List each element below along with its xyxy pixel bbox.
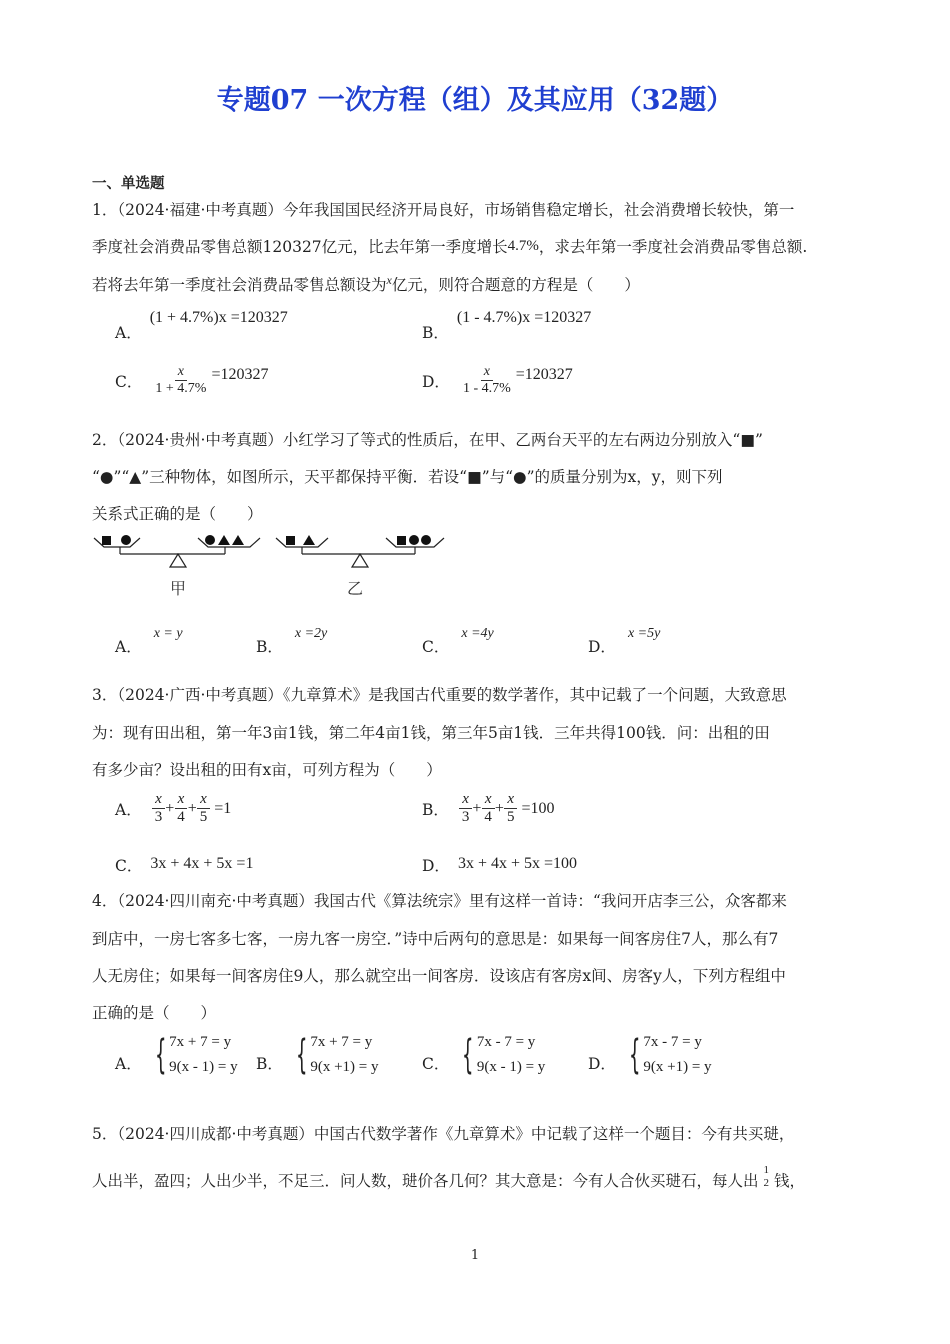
circle-icon [205, 535, 215, 545]
q5-line2: 人出半，盈四；人出少半，不足三．问人数，琎价各几何？其大意是：今有人合伙买琎石，每人出 1 2 钱， [92, 1164, 806, 1191]
circle-icon [409, 535, 419, 545]
triangle-icon [232, 535, 244, 545]
q3-option-d[interactable]: D． 3x + 4x + 5x =100 [422, 855, 578, 875]
q2-option-b[interactable]: B．x =2y [256, 626, 328, 656]
q3-option-c[interactable]: C． 3x + 4x + 5x =1 [115, 855, 254, 875]
q4-line1: 4．（2024·四川南充·中考真题）我国古代《算法统宗》里有这样一首诗：“我问开店李三公，众客都来 [92, 892, 787, 910]
page-title: 专题07 一次方程（组）及其应用（32题） [216, 85, 734, 116]
q2-option-c[interactable]: C．x =4y [422, 626, 494, 656]
scale-yi-label: 乙 [346, 579, 364, 598]
q1-option-a[interactable]: A．(1 + 4.7%)x =120327 [115, 309, 288, 342]
square-icon [397, 536, 406, 545]
circle-icon [121, 535, 131, 545]
scale-yi [276, 535, 444, 598]
q1-line2: 季度社会消费品零售总额120327亿元，比去年第一季度增长4.7%，求去年第一季度社会消费品零售总额. [92, 238, 808, 256]
square-icon [102, 536, 111, 545]
q4-line4: 正确的是（ ） [92, 1004, 217, 1022]
q4-option-b[interactable]: B． { 7x + 7 = y 9(x +1) = y [256, 1032, 379, 1078]
balance-scales-figure [90, 528, 450, 603]
q2-line3: 关系式正确的是（ ） [92, 505, 263, 523]
scale-jia-label: 甲 [169, 579, 187, 598]
scale-jia [94, 535, 260, 598]
triangle-icon [218, 535, 230, 545]
section-heading: 一、单选题 [92, 175, 165, 192]
q4-line2: 到店中，一房七客多七客，一房九客一房空．”诗中后两句的意思是：如果每一间客房住7人，那么有7 [92, 930, 779, 948]
q1-line1: 1．（2024·福建·中考真题）今年我国国民经济开局良好，市场销售稳定增长，社会消费增长较快，第一 [92, 201, 795, 219]
q1-line3: 若将去年第一季度社会消费品零售总额设为$^x$亿元，则符合题意的方程是（ ） [92, 273, 640, 294]
q3-line1: 3．（2024·广西·中考真题）《九章算术》是我国古代重要的数学著作，其中记载了一个问题，大致意思 [92, 686, 787, 704]
q2-line1: 2．（2024·贵州·中考真题）小红学习了等式的性质后，在甲、乙两台天平的左右两边分别放入“■” [92, 431, 763, 449]
q4-option-d[interactable]: D． { 7x - 7 = y 9(x +1) = y [588, 1032, 712, 1078]
q2-option-a[interactable]: A．x = y [115, 626, 183, 656]
circle-icon [421, 535, 431, 545]
q4-option-a[interactable]: A． { 7x + 7 = y 9(x - 1) = y [115, 1032, 238, 1078]
q1-option-c[interactable]: C． $\frac{x}{1 + 4.7\%}$ =120327 [115, 364, 269, 397]
page-number: 1 [470, 1248, 480, 1263]
q3-line3: 有多少亩？设出租的田有x亩，可列方程为（ ） [92, 761, 442, 779]
q2-line2: “●”“▲”三种物体，如图所示，天平都保持平衡．若设“■”与“●”的质量分别为x，y，则下列 [92, 468, 723, 486]
q1-option-d[interactable]: D． $\frac{x}{1 - 4.7\%}$ =120327 [422, 364, 573, 397]
q3-option-b[interactable]: B． $\frac{x}{3}$ + $\frac{x}{4}$ + $\frac{x}{5}$ =100 [422, 791, 555, 826]
q3-option-a[interactable]: A． $\frac{x}{3}$ + $\frac{x}{4}$ + $\frac{x}{5}$ =1 [115, 791, 232, 826]
square-icon [286, 536, 295, 545]
q5-line1: 5．（2024·四川成都·中考真题）中国古代数学著作《九章算术》中记载了这样一个题目：今有共买琎， [92, 1125, 795, 1143]
q2-option-d[interactable]: D．x =5y [588, 626, 661, 656]
q1-option-b[interactable]: B．(1 - 4.7%)x =120327 [422, 309, 592, 342]
q4-option-c[interactable]: C． { 7x - 7 = y 9(x - 1) = y [422, 1032, 546, 1078]
triangle-icon [303, 535, 315, 545]
q4-line3: 人无房住；如果每一间客房住9人，那么就空出一间客房．设该店有客房x间、房客y人，下列方程组中 [92, 967, 786, 985]
q3-line2: 为：现有田出租，第一年3亩1钱，第二年4亩1钱，第三年5亩1钱．三年共得100钱．问：出租的田 [92, 724, 770, 742]
